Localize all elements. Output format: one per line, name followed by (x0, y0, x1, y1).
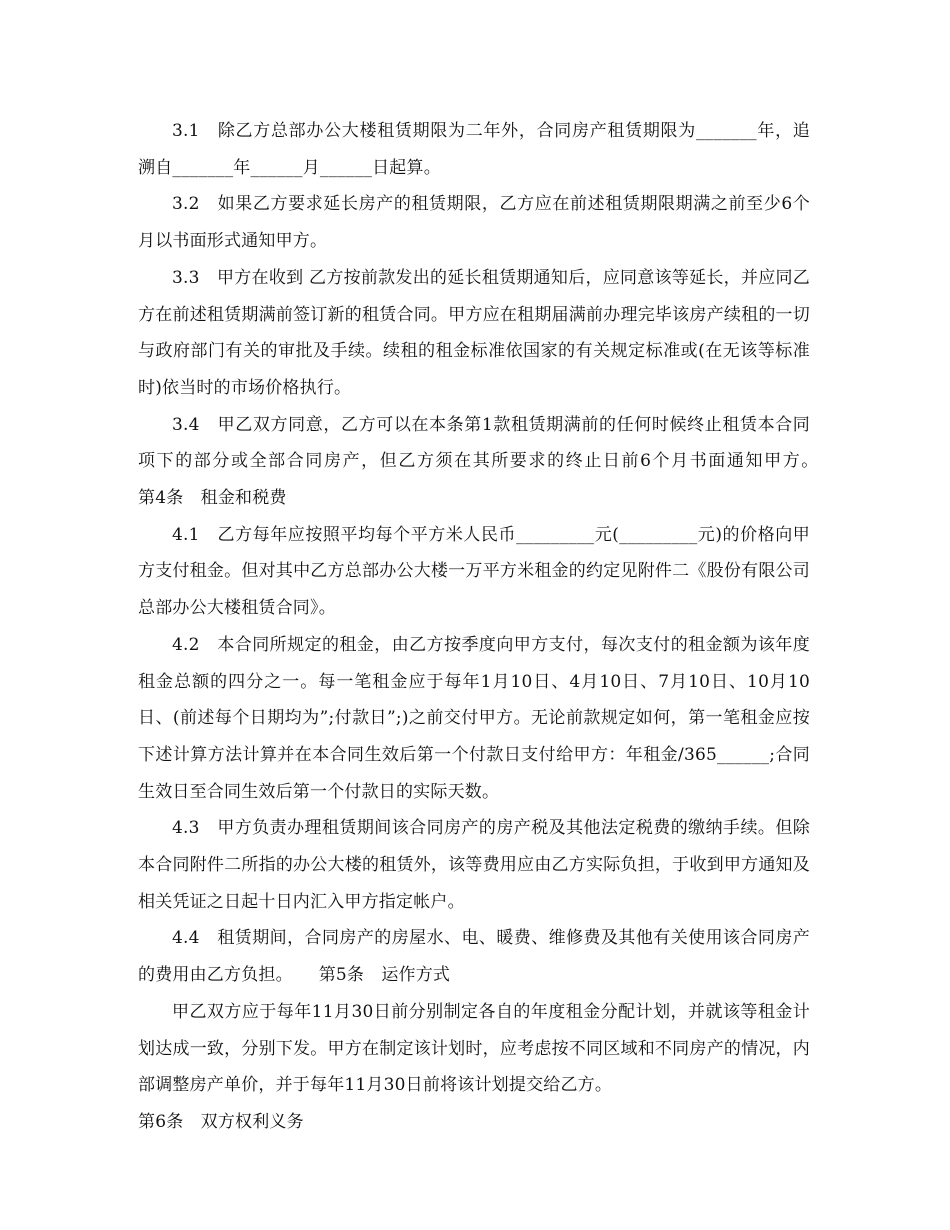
clause-3-3: 3.3 甲方在收到 乙方按前款发出的延长租赁期通知后，应同意该等延长，并应同乙方在前述租赁期满前签订新的租赁合同。甲方应在租期届满前办理完毕该房产续租的一切与政府部门有关的审批及手续。续租的租金标准依国家的有关规定标准或(在无该等标准时)依当时的市场价格执行。 (138, 267, 810, 398)
clause-4-3: 4.3 甲方负责办理租赁期间该合同房产的房产税及其他法定税费的缴纳手续。但除本合同附件二所指的办公大楼的租赁外，该等费用应由乙方实际负担，于收到甲方通知及相关凭证之日起十日内汇入甲方指定帐户。 (138, 818, 810, 912)
clause-3-1: 3.1 除乙方总部办公大楼租赁期限为二年外，合同房产租赁期限为_______年，追溯自_______年______月______日起算。 (138, 121, 810, 178)
clause-5-body: 甲乙双方应于每年11月30日前分别制定各自的年度租金分配计划，并就该等租金计划达成一致，分别下发。甲方在制定该计划时，应考虑按不同区域和不同房产的情况，内部调整房产单价，并于每年11月30日前将该计划提交给乙方。 (138, 1001, 810, 1096)
clause-4-1: 4.1 乙方每年应按照平均每个平方米人民币_________元(_________元)的价格向甲方支付租金。但对其中乙方总部办公大楼一万平方米租金的约定见附件二《股份有限公司总部办公大楼租赁合同》。 (138, 524, 810, 619)
clause-4-4: 4.4 租赁期间，合同房产的房屋水、电、暖费、维修费及其他有关使用该合同房产的费用由乙方负担。 第5条 运作方式 (138, 928, 810, 986)
article-6-heading: 第6条 双方权利义务 (138, 1111, 304, 1132)
clause-3-4: 3.4 甲乙双方同意，乙方可以在本条第1款租赁期满前的任何时候终止租赁本合同项下的部分或全部合同房产，但乙方须在其所要求的终止日前6个月书面通知甲方。 第4条 租金和税费 (138, 414, 845, 509)
clause-3-2: 3.2 如果乙方要求延长房产的租赁期限，乙方应在前述租赁期限期满之前至少6个月以书面形式通知甲方。 (138, 194, 810, 252)
clause-4-2: 4.2 本合同所规定的租金，由乙方按季度向甲方支付，每次支付的租金额为该年度租金总额的四分之一。每一笔租金应于每年1月10日、4月10日、7月10日、10月10日、(前述每个日期均为”;付款日”;)之前交付甲方。无论前款规定如何，第一笔租金应按下述计算方法计算并在本合同生效后第一个付款日支付给甲方：年租金/365______;合同生效日至合同生效后第一个付款日的实际天数。 (138, 634, 810, 802)
contract-text-body (138, 113, 845, 1141)
